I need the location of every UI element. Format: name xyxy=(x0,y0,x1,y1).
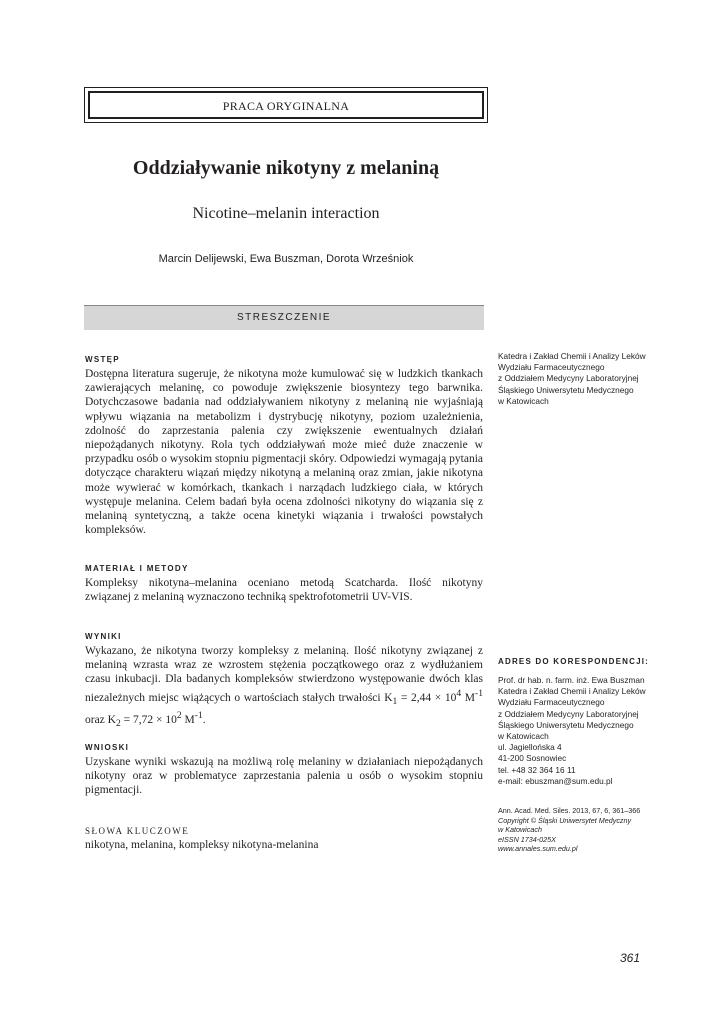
k2-unit-exponent: -1 xyxy=(194,709,203,721)
keywords-text: nikotyna, melanina, kompleksy nikotyna-melanina xyxy=(85,839,319,851)
correspondence-line: tel. +48 32 364 16 11 xyxy=(498,764,576,775)
section-heading: WYNIKI xyxy=(85,632,122,641)
citation-copyright: Copyright © Śląski Uniwersytet Medyczny xyxy=(498,815,632,825)
section-keywords xyxy=(85,826,483,852)
k2-subscript: 2 xyxy=(115,718,121,730)
k1-symbol: K xyxy=(384,691,393,704)
affiliation-line: z Oddziałem Medycyny Laboratoryjnej xyxy=(498,373,639,384)
correspondence-email[interactable]: e-mail: ebuszman@sum.edu.pl xyxy=(498,775,613,786)
affiliation-line: Śląskiego Uniwersytetu Medycznego xyxy=(498,384,634,395)
keywords-heading: SŁOWA KLUCZOWE xyxy=(85,826,190,836)
results-text: Wykazano, że nikotyna tworzy kompleksy z melaniną. Ilość nikotyny związanej z melaniną wzrasta wraz ze wzrostem stężenia początkowego oraz z wydłużaniem czasu inkubacji. Dla badanych kompleksów stwierdzono występowanie dwóch klas niezależnych miejsc wiążących o wartościach stałych trwałości xyxy=(85,645,483,704)
correspondence-line: z Oddziałem Medycyny Laboratoryjnej xyxy=(498,708,639,719)
k1-value: = 2,44 × 10 xyxy=(397,691,457,704)
k1-unit: M xyxy=(461,691,476,704)
section-text: Uzyskane wyniki wskazują na możliwą rolę melaniny w działaniach niepożądanych nikotyny oraz w problematyce zaprzestania palenia u osób o wysokim stopniu pigmentacji. xyxy=(85,756,483,797)
affiliation-line: Wydziału Farmaceutycznego xyxy=(498,362,605,373)
abstract-header: STRESZCZENIE xyxy=(84,305,484,330)
section-results xyxy=(85,632,483,731)
section-methods xyxy=(85,564,483,604)
citation-url[interactable]: www.annales.sum.edu.pl xyxy=(498,844,578,853)
affiliation-block xyxy=(498,351,668,407)
correspondence-line: Katedra i Zakład Chemii i Analizy Leków xyxy=(498,686,646,697)
title-english: Nicotine–melanin interaction xyxy=(192,205,380,222)
correspondence-line: Prof. dr hab. n. farm. inż. Ewa Buszman xyxy=(498,675,645,685)
results-end: . xyxy=(202,713,206,726)
k1-exponent: 4 xyxy=(456,687,462,699)
k2-value: = 7,72 × 10 xyxy=(120,713,177,726)
section-heading: WNIOSKI xyxy=(85,743,130,752)
authors: Marcin Delijewski, Ewa Buszman, Dorota Wrześniok xyxy=(158,253,414,265)
citation-copyright-city: w Katowicach xyxy=(498,825,542,834)
k2-conjunction: oraz K xyxy=(85,713,116,726)
citation-eissn: eISSN 1734-025X xyxy=(498,834,556,844)
section-intro xyxy=(85,355,483,537)
affiliation-line: Katedra i Zakład Chemii i Analizy Leków xyxy=(498,351,646,361)
citation-ref: Ann. Acad. Med. Siles. 2013, 67, 6, 361–366 xyxy=(498,806,641,815)
correspondence-block xyxy=(498,657,668,787)
section-text: Dostępna literatura sugeruje, że nikotyna może kumulować się w ludzkich tkankach zawierających melaninę, co powoduje zwiększenie biosyntezy tego barwnika. Dotychczasowe badania nad oddziaływaniem nikotyny z melaniną nie wyjaśniają wpływu wiązania na metabolizm i dystrybucję nikotyny, poziom uzależnienia, zdolność do zaprzestania palenia czy zwiększenie ewentualnych działań niepożądanych nikotyny. Rola tych oddziaływań może mieć duże znaczenie w przypadku osób o wysokim stopniu pigmentacji skóry. Odpowiedzi wymagają pytania dotyczące charakteru wiązań między nikotyną a melaniną oraz zmian, jakie nikotyna może wywierać w komórkach, tkankach i narządach ludzkiego ciała, w których występuje melanina. Celem badań była ocena zdolności nikotyny do wiązania się z melaniną syntetyczną, a także ocena kinetyki wiązania i trwałości powstałych kompleksów. xyxy=(85,368,483,537)
correspondence-line: Wydziału Farmaceutycznego xyxy=(498,697,605,708)
correspondence-heading: ADRES DO KORESPONDENCJI: xyxy=(498,657,650,666)
correspondence-line: ul. Jagiellońska 4 xyxy=(498,742,562,753)
section-conclusions xyxy=(85,743,483,798)
correspondence-line: 41-200 Sosnowiec xyxy=(498,753,567,764)
affiliation-line: w Katowicach xyxy=(498,395,549,406)
k2-exponent: 2 xyxy=(176,709,182,721)
article-type-box xyxy=(84,87,488,123)
k2-unit: M xyxy=(181,713,195,726)
k1-unit-exponent: -1 xyxy=(475,687,483,699)
k1-subscript: 1 xyxy=(392,695,398,707)
correspondence-line: Śląskiego Uniwersytetu Medycznego xyxy=(498,719,634,730)
title-polish: Oddziaływanie nikotyny z melaniną xyxy=(132,157,440,179)
page-number: 361 xyxy=(620,951,641,965)
citation-block xyxy=(498,806,668,854)
section-heading: MATERIAŁ I METODY xyxy=(85,564,189,573)
section-text: Kompleksy nikotyna–melanina oceniano metodą Scatcharda. Ilość nikotyny związanej z melaniną wyznaczono techniką spektrofotometrii UV-VIS. xyxy=(85,577,483,604)
article-type-label: PRACA ORYGINALNA xyxy=(88,91,484,119)
correspondence-line: w Katowicach xyxy=(498,731,549,742)
section-heading: WSTĘP xyxy=(85,355,120,364)
section-text xyxy=(85,644,483,731)
